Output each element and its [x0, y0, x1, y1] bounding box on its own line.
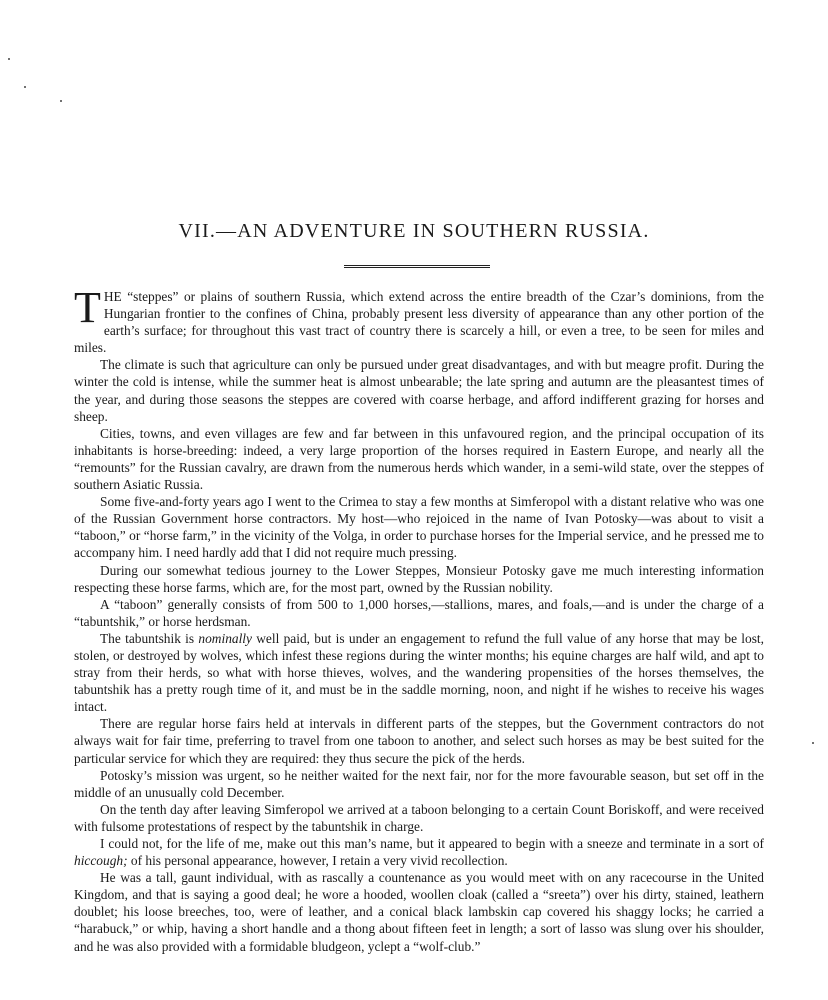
paragraph: The climate is such that agriculture can only be pursued under great disadvantages, and with but meagre profit. During the winter the cold is intense, while the summer heat is almost unbearable; the late spring and autumn are the pleasantest times of the year, and during those seasons the steppes are covered with coarse herbage, and afford indifferent grazing for horses and sheep.	[74, 357, 764, 424]
drop-cap: T	[74, 283, 101, 332]
print-speck	[60, 100, 62, 102]
paragraph: During our somewhat tedious journey to the Lower Steppes, Monsieur Potosky gave me much interesting information respecting these horse farms, which are, for the most part, owned by the Russian nobility.	[74, 562, 764, 595]
paragraph: On the tenth day after leaving Simferopol we arrived at a taboon belonging to a certain Count Boriskoff, and were received with fulsome protestations of respect by the tabuntshik in charge.	[74, 801, 764, 834]
paragraph-text: HE “steppes” or plains of southern Russia, which extend across the entire breadth of the Czar’s dominions, from the Hungarian frontier to the confines of China, probably present less diversity of appearance than any other portion of the earth’s surface; for throughout this vast tract of country there is scarcely a hill, or even a tree, to be seen for miles and miles.	[74, 289, 764, 356]
paragraph: Potosky’s mission was urgent, so he neither waited for the next fair, nor for the more favourable season, but set off in the middle of an unusually cold December.	[74, 767, 764, 800]
paragraph: Cities, towns, and even villages are few and far between in this unfavoured region, and the principal occupation of its inhabitants is horse-breeding: indeed, a very large proportion of the horses required in Eastern Europe, and nearly all the “remounts” for the Russian cavalry, are drawn from the numerous herds which wander, in a semi-wild state, over the steppes of southern Asiatic Russia.	[74, 425, 764, 493]
print-speck	[8, 58, 10, 60]
emphasis: hiccough;	[74, 853, 128, 869]
paragraph: He was a tall, gaunt individual, with as rascally a countenance as you would meet with on any racecourse in the United Kingdom, and that is saying a good deal; he wore a hooded, woollen cloak (called a “sreeta”) over his dirty, stained, leathern doublet; his loose breeches, too, were of leather, and a conical black lambskin cap covered his shaggy locks; he carried a “harabuck,” or whip, having a short handle and a thong about fifteen feet in length; a sort of lasso was slung over his shoulder, and he was also provided with a formidable bludgeon, yclept a “wolf-club.”	[74, 870, 764, 954]
paragraph: A “taboon” generally consists of from 500 to 1,000 horses,—stallions, mares, and foals,—and is under the charge of a “tabuntshik,” or horse herdsman.	[74, 596, 764, 629]
paragraph	[74, 283, 764, 356]
emphasis: nominally	[198, 630, 252, 646]
paragraph: There are regular horse fairs held at intervals in different parts of the steppes, but the Government contractors do not always wait for fair time, preferring to travel from one taboon to another, and select such horses as may be best suited for the particular service for which they are required: they thus secure the pick of the herds.	[74, 716, 764, 766]
print-speck	[812, 742, 814, 744]
paragraph: The tabuntshik is nominally well paid, but is under an engagement to refund the full value of any horse that may be lost, stolen, or destroyed by wolves, which infest these regions during the winter months; his equine charges are half wild, and apt to stray from their herds, so what with horse thieves, wolves, and the wandering propensities of the horses themselves, the tabuntshik has a pretty rough time of it, and must be in the saddle morning, noon, and night if he wishes to receive his wages intact.	[74, 630, 764, 715]
chapter-title: VII.—AN ADVENTURE IN SOUTHERN RUSSIA.	[178, 220, 650, 242]
paragraph: Some five-and-forty years ago I went to the Crimea to stay a few months at Simferopol with a distant relative who was one of the Russian Government horse contractors. My host—who rejoiced in the name of Ivan Potosky—was about to visit a “taboon,” or “horse farm,” in the vicinity of the Volga, in order to purchase horses for the Imperial service, and he pressed me to accompany him. I need hardly add that I did not require much pressing.	[74, 494, 764, 561]
paragraph: I could not, for the life of me, make out this man’s name, but it appeared to begin with a sneeze and terminate in a sort of hiccough; of his personal appearance, however, I retain a very vivid recollection.	[74, 836, 764, 869]
title-divider	[344, 265, 490, 268]
chapter-body	[74, 283, 764, 955]
print-speck	[24, 86, 26, 88]
